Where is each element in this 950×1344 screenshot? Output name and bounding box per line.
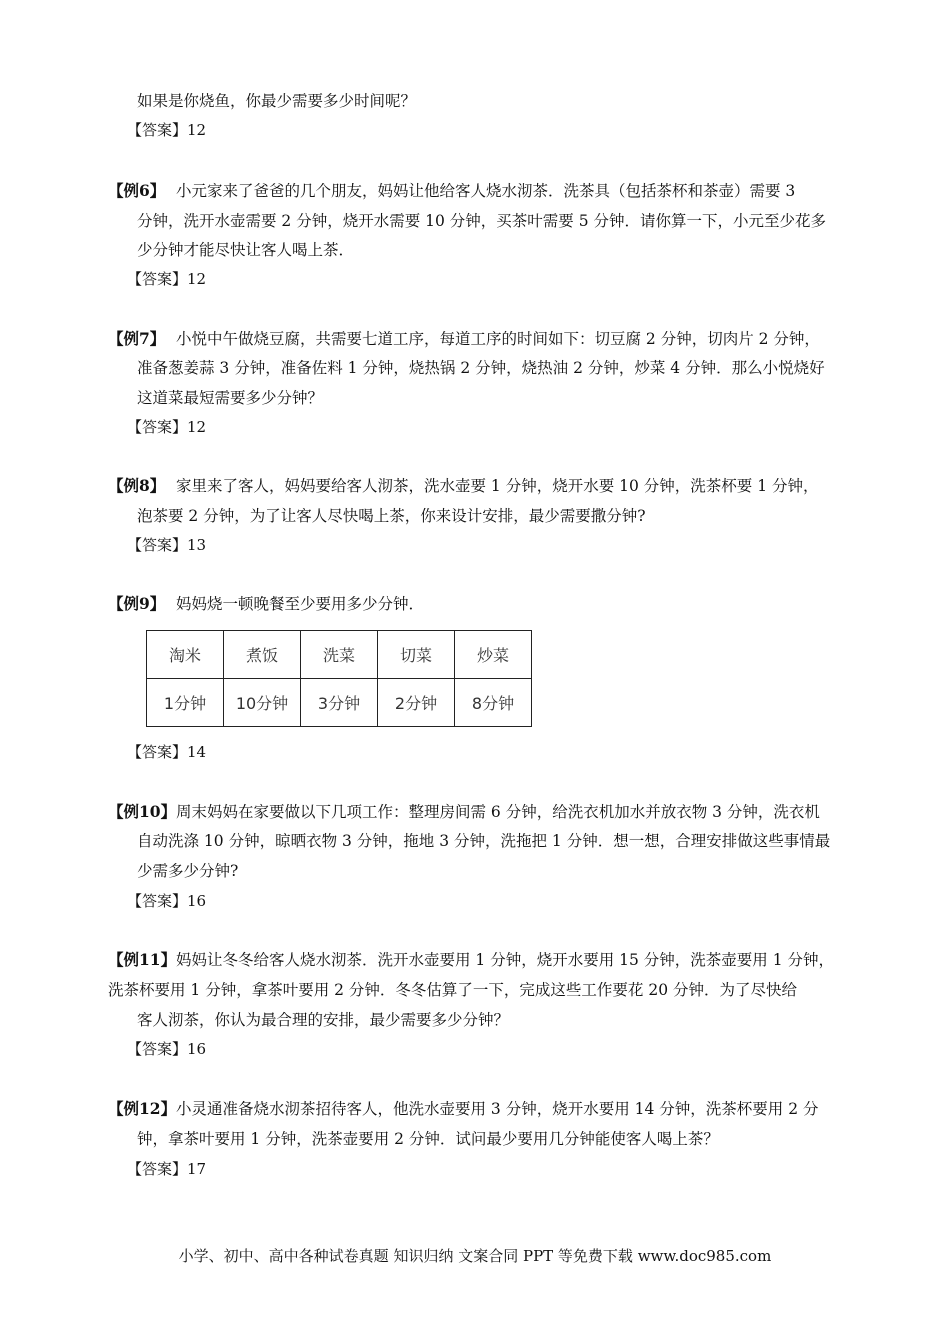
example-8-line-2: 泡茶要 2 分钟，为了让客人尽快喝上茶，你来设计安排，最少需要撒分钟? xyxy=(137,507,646,525)
table-cell: 2分钟 xyxy=(378,679,455,727)
table-cell: 3分钟 xyxy=(301,679,378,727)
table-cell: 煮饭 xyxy=(224,631,301,679)
example-9-tag: 【例9】 xyxy=(108,594,166,613)
intro-answer: 【答案】12 xyxy=(127,121,207,139)
example-11-tag: 【例11】 xyxy=(108,950,177,969)
table-cell: 8分钟 xyxy=(455,679,532,727)
table-header-row xyxy=(147,631,532,679)
example-7-line-1: 小悦中午做烧豆腐，共需要七道工序，每道工序的时间如下：切豆腐 2 分钟，切肉片 2 分钟， xyxy=(176,330,820,348)
example-9-line-1: 妈妈烧一顿晚餐至少要用多少分钟． xyxy=(176,595,425,613)
table-row xyxy=(147,679,532,727)
example-8-tag: 【例8】 xyxy=(108,476,166,495)
example-6-answer: 【答案】12 xyxy=(127,270,207,288)
example-12-line-1: 小灵通准备烧水沏茶招待客人，他洗水壶要用 3 分钟，烧开水要用 14 分钟，洗茶杯要用 2 分 xyxy=(176,1100,819,1118)
example-8-answer: 【答案】13 xyxy=(127,536,207,554)
example-7-line-2: 准备葱姜蒜 3 分钟，准备佐料 1 分钟，烧热锅 2 分钟，烧热油 2 分钟，炒菜 4 分钟．那么小悦烧好 xyxy=(137,359,825,377)
example-8-line-1: 家里来了客人，妈妈要给客人沏茶，洗水壶要 1 分钟，烧开水要 10 分钟，洗茶杯要 1 分钟， xyxy=(176,477,819,495)
table-cell: 洗菜 xyxy=(301,631,378,679)
example-10-line-3: 少需多少分钟? xyxy=(137,862,239,880)
table-cell: 炒菜 xyxy=(455,631,532,679)
page-footer: 小学、初中、高中各种试卷真题 知识归纳 文案合同 PPT 等免费下载 www.doc985.com xyxy=(178,1247,772,1265)
example-11-line-2: 洗茶杯要用 1 分钟，拿茶叶要用 2 分钟．冬冬估算了一下，完成这些工作要花 20 分钟．为了尽快给 xyxy=(108,981,798,999)
example-7-tag: 【例7】 xyxy=(108,329,166,348)
table-cell: 10分钟 xyxy=(224,679,301,727)
example-7-line-3: 这道菜最短需要多少分钟？ xyxy=(137,389,324,407)
table-cell: 淘米 xyxy=(147,631,224,679)
example-12-line-2: 钟，拿茶叶要用 1 分钟，洗茶壶要用 2 分钟．试问最少要用几分钟能使客人喝上茶？ xyxy=(137,1130,719,1148)
example-10-answer: 【答案】16 xyxy=(127,892,207,910)
example-12-tag: 【例12】 xyxy=(108,1099,177,1118)
example-10-line-1: 周末妈妈在家要做以下几项工作：整理房间需 6 分钟，给洗衣机加水并放衣物 3 分钟，洗衣机 xyxy=(176,803,820,821)
cooking-time-table xyxy=(146,630,532,727)
table-cell: 切菜 xyxy=(378,631,455,679)
example-11-line-1: 妈妈让冬冬给客人烧水沏茶．洗开水壶要用 1 分钟，烧开水要用 15 分钟，洗茶壶要用 1 分钟， xyxy=(176,951,835,969)
example-6-tag: 【例6】 xyxy=(108,181,166,200)
example-6-line-2: 分钟，洗开水壶需要 2 分钟，烧开水需要 10 分钟，买茶叶需要 5 分钟．请你算一下，小元至少花多 xyxy=(137,212,827,230)
example-7-answer: 【答案】12 xyxy=(127,418,207,436)
example-11-line-3: 客人沏茶，你认为最合理的安排，最少需要多少分钟？ xyxy=(137,1011,510,1029)
example-10-line-2: 自动洗涤 10 分钟，晾晒衣物 3 分钟，拖地 3 分钟，洗拖把 1 分钟．想一想，合理安排做这些事情最 xyxy=(137,832,831,850)
example-10-tag: 【例10】 xyxy=(108,802,177,821)
example-11-answer: 【答案】16 xyxy=(127,1040,207,1058)
intro-question: 如果是你烧鱼，你最少需要多少时间呢？ xyxy=(137,92,417,110)
table-cell: 1分钟 xyxy=(147,679,224,727)
example-12-answer: 【答案】17 xyxy=(127,1160,207,1178)
example-6-line-1: 小元家来了爸爸的几个朋友，妈妈让他给客人烧水沏茶．洗茶具（包括茶杯和茶壶）需要 3 xyxy=(176,182,796,200)
example-6-line-3: 少分钟才能尽快让客人喝上茶． xyxy=(137,241,355,259)
example-9-answer: 【答案】14 xyxy=(127,743,207,761)
